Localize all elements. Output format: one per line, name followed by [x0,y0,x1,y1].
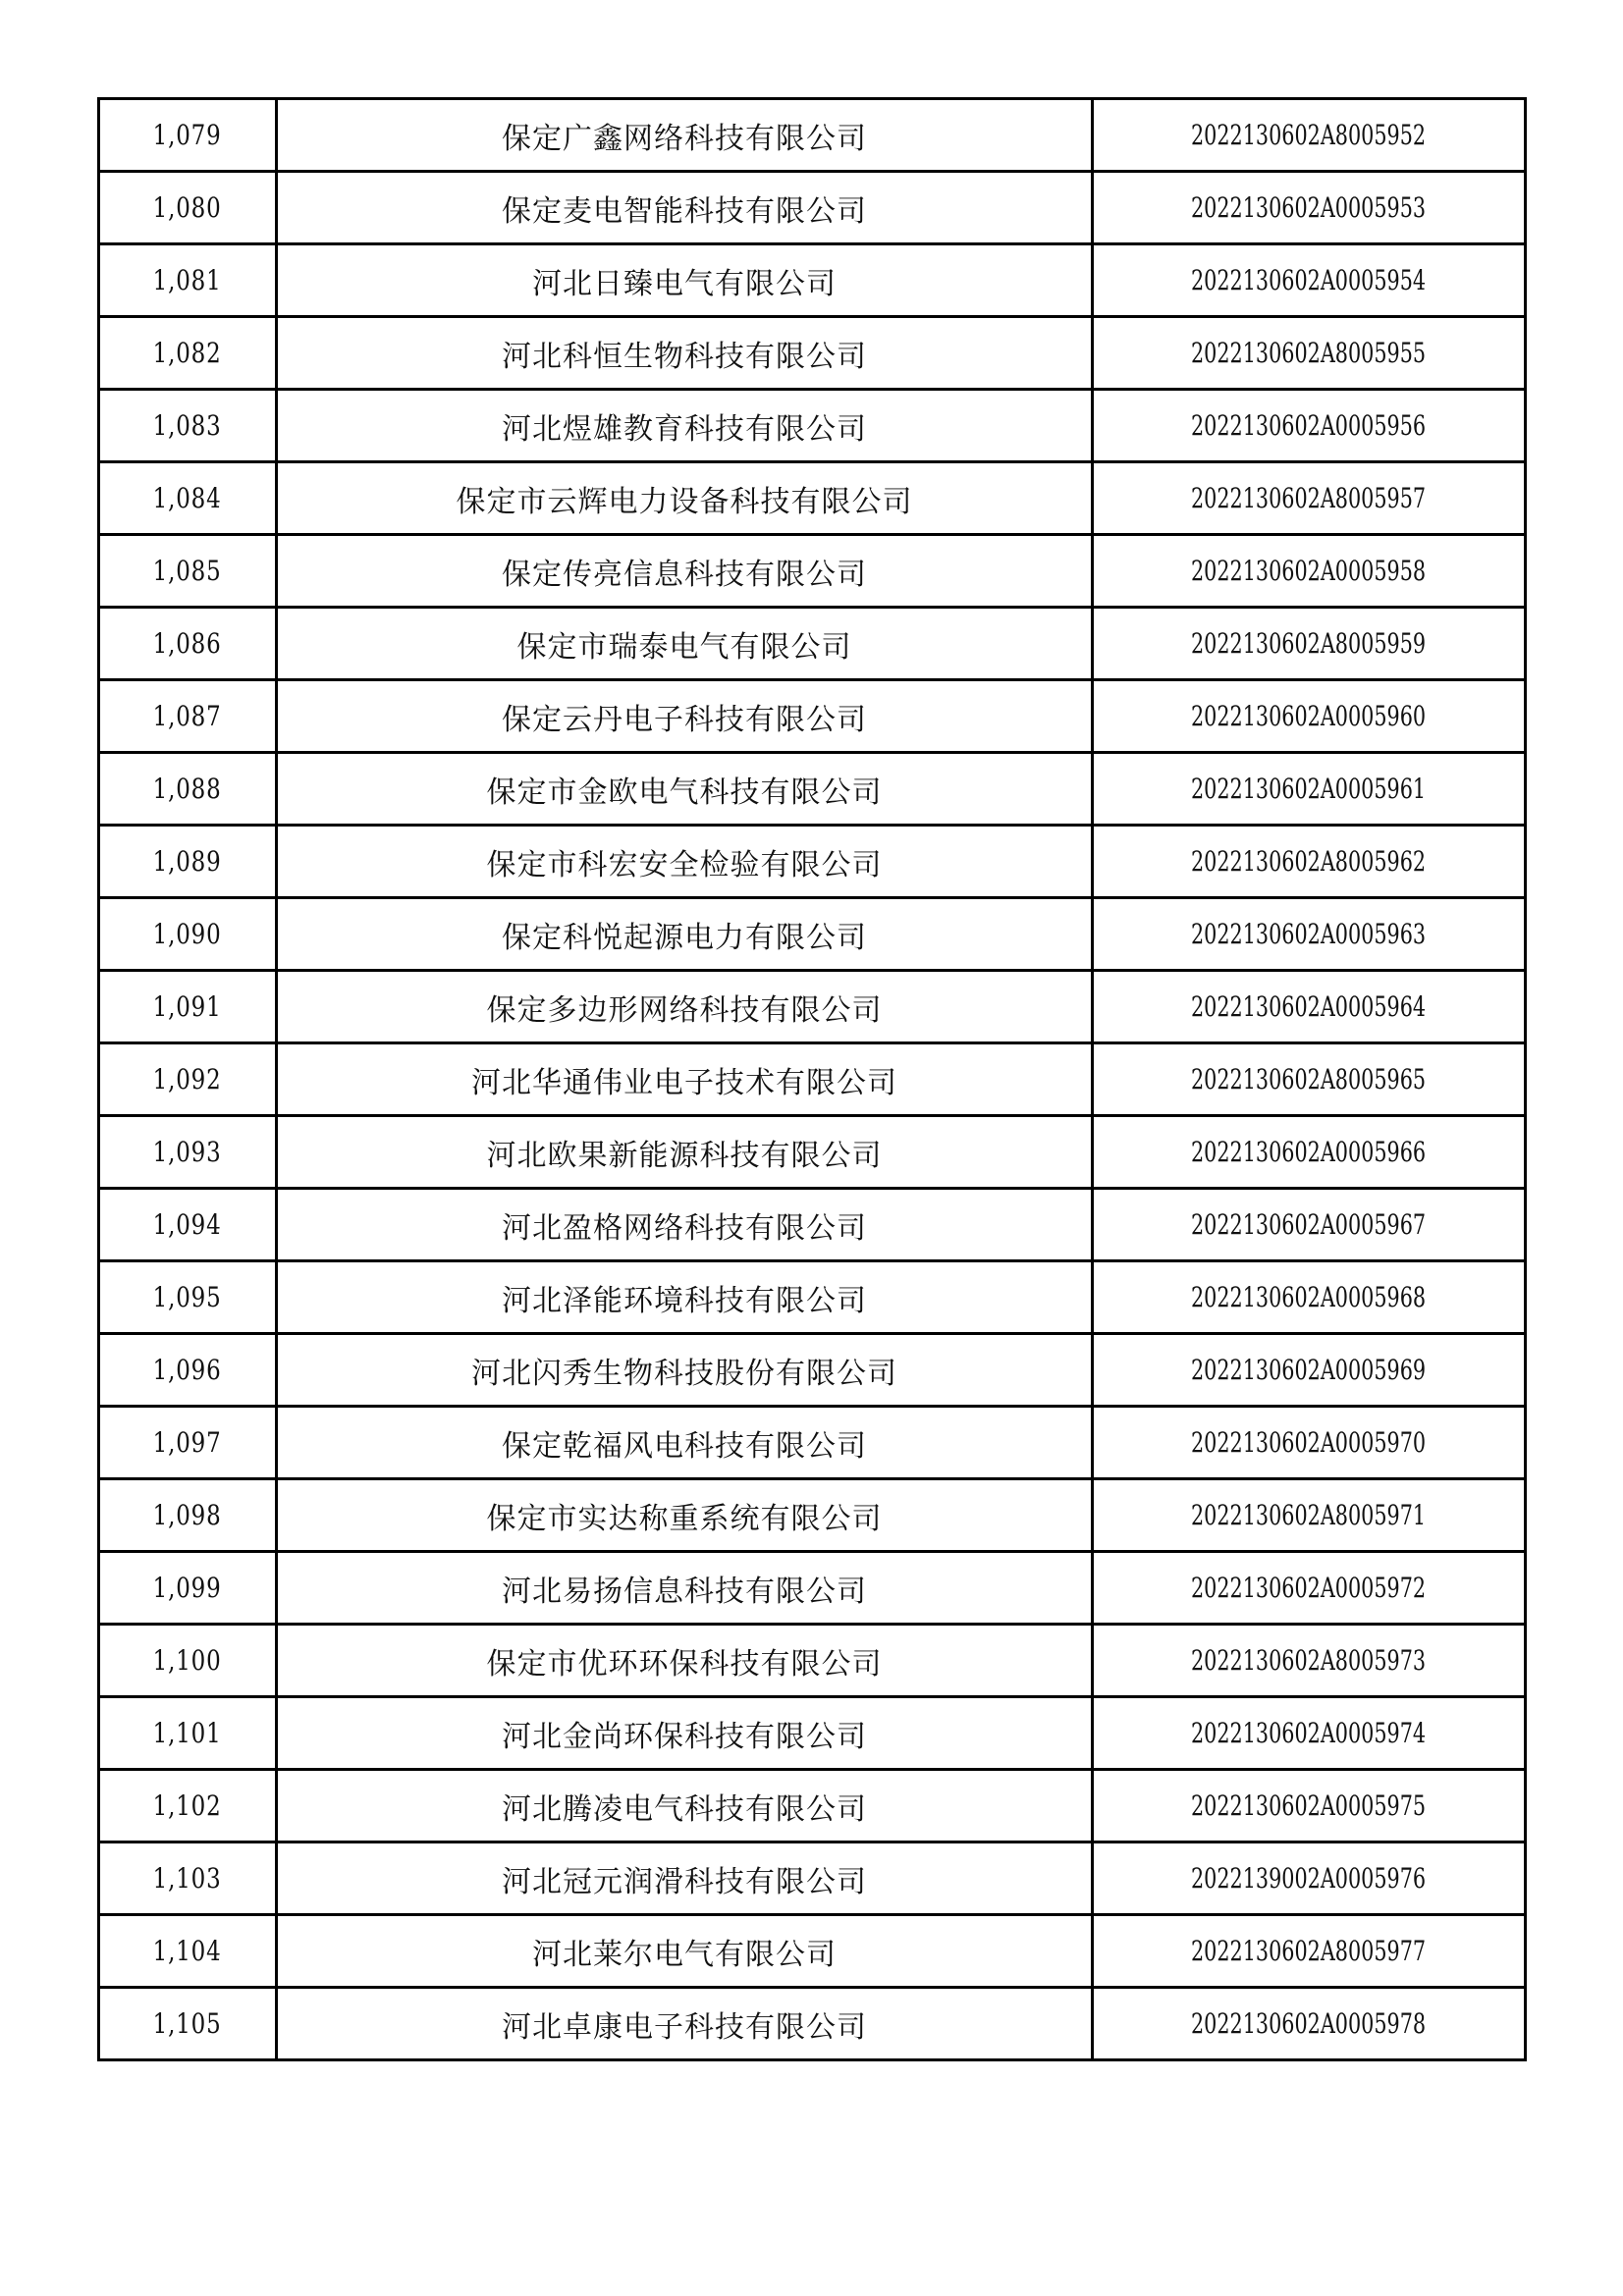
company-name: 河北闪秀生物科技股份有限公司 [471,1356,897,1391]
table-row [99,826,1526,898]
index-cell [99,535,277,608]
row-index: 1,088 [153,773,222,805]
company-cell [277,680,1093,753]
index-cell [99,244,277,317]
company-name: 河北欧果新能源科技有限公司 [486,1138,883,1173]
company-cell [277,1988,1093,2060]
code-cell [1093,1625,1526,1697]
row-index: 1,087 [153,700,222,732]
company-name: 保定麦电智能科技有限公司 [502,193,867,229]
company-name: 河北泽能环境科技有限公司 [502,1283,867,1318]
table-row [99,1915,1526,1988]
table-row [99,1697,1526,1770]
table-row [99,898,1526,971]
company-name: 保定市科宏安全检验有限公司 [486,847,883,882]
registration-code: 2022130602A0005974 [1191,1717,1427,1749]
code-cell [1093,1842,1526,1915]
code-cell [1093,1043,1526,1116]
index-cell [99,1697,277,1770]
company-name: 河北盈格网络科技有限公司 [502,1210,867,1246]
row-index: 1,100 [153,1644,222,1677]
company-cell [277,1189,1093,1261]
row-index: 1,102 [153,1789,222,1822]
table-row [99,1625,1526,1697]
code-cell [1093,1334,1526,1407]
index-cell [99,1116,277,1189]
row-index: 1,084 [153,482,222,514]
company-name: 河北腾凌电气科技有限公司 [502,1791,867,1827]
row-index: 1,094 [153,1208,222,1241]
table-row [99,1988,1526,2060]
index-cell [99,680,277,753]
row-index: 1,104 [153,1935,222,1967]
index-cell [99,462,277,535]
row-index: 1,079 [153,119,222,151]
index-cell [99,826,277,898]
registration-code: 2022130602A8005962 [1191,845,1427,878]
registration-code: 2022130602A0005966 [1191,1136,1427,1168]
code-cell [1093,390,1526,462]
registration-code: 2022130602A8005952 [1191,119,1427,151]
registration-code: 2022130602A8005973 [1191,1644,1427,1677]
index-cell [99,1261,277,1334]
code-cell [1093,244,1526,317]
table-row [99,1261,1526,1334]
registration-code: 2022130602A0005954 [1191,264,1427,296]
code-cell [1093,608,1526,680]
company-name: 保定市优环环保科技有限公司 [486,1646,883,1682]
company-name: 河北科恒生物科技有限公司 [502,339,867,374]
table-row [99,1407,1526,1479]
row-index: 1,099 [153,1572,222,1604]
table-row [99,608,1526,680]
company-cell [277,826,1093,898]
company-cell [277,1116,1093,1189]
index-cell [99,1479,277,1552]
table-row [99,1770,1526,1842]
company-cell [277,1043,1093,1116]
company-name: 河北冠元润滑科技有限公司 [502,1864,867,1899]
company-cell [277,1552,1093,1625]
row-index: 1,103 [153,1862,222,1895]
code-cell [1093,680,1526,753]
index-cell [99,99,277,172]
row-index: 1,096 [153,1354,222,1386]
index-cell [99,1407,277,1479]
company-cell [277,1479,1093,1552]
table-row [99,172,1526,244]
registration-code: 2022130602A0005964 [1191,990,1427,1023]
index-cell [99,1334,277,1407]
row-index: 1,101 [153,1717,222,1749]
table-row [99,390,1526,462]
table-row [99,535,1526,608]
registration-code: 2022130602A0005953 [1191,191,1427,224]
table-row [99,1116,1526,1189]
row-index: 1,095 [153,1281,222,1313]
code-cell [1093,1697,1526,1770]
company-name: 保定科悦起源电力有限公司 [502,920,867,955]
index-cell [99,317,277,390]
table-row [99,680,1526,753]
company-name: 河北金尚环保科技有限公司 [502,1719,867,1754]
table-row [99,1043,1526,1116]
company-name: 河北煜雄教育科技有限公司 [502,411,867,447]
index-cell [99,1915,277,1988]
index-cell [99,1988,277,2060]
row-index: 1,090 [153,918,222,950]
code-cell [1093,317,1526,390]
row-index: 1,097 [153,1426,222,1459]
row-index: 1,092 [153,1063,222,1095]
company-name: 保定市实达称重系统有限公司 [486,1501,883,1536]
index-cell [99,1770,277,1842]
company-cell [277,390,1093,462]
company-cell [277,99,1093,172]
row-index: 1,080 [153,191,222,224]
table-row [99,971,1526,1043]
company-name: 保定乾福风电科技有限公司 [502,1428,867,1464]
registration-code: 2022130602A8005971 [1191,1499,1427,1531]
table-row [99,317,1526,390]
company-cell [277,1770,1093,1842]
registration-code: 2022130602A0005970 [1191,1426,1427,1459]
registration-code: 2022130602A0005958 [1191,555,1427,587]
company-cell [277,1697,1093,1770]
table-row [99,1479,1526,1552]
company-name: 保定市金欧电气科技有限公司 [486,774,883,810]
code-cell [1093,753,1526,826]
registration-code: 2022130602A0005978 [1191,2007,1427,2040]
table-row [99,1189,1526,1261]
registration-code: 2022130602A8005955 [1191,337,1427,369]
code-cell [1093,462,1526,535]
code-cell [1093,172,1526,244]
company-cell [277,898,1093,971]
company-name: 保定市云辉电力设备科技有限公司 [456,484,913,519]
code-cell [1093,1116,1526,1189]
index-cell [99,1043,277,1116]
company-name: 河北日臻电气有限公司 [532,266,837,301]
registration-code: 2022130602A0005967 [1191,1208,1427,1241]
company-cell [277,1261,1093,1334]
code-cell [1093,898,1526,971]
company-name: 保定云丹电子科技有限公司 [502,702,867,737]
row-index: 1,105 [153,2007,222,2040]
registration-code: 2022139002A0005976 [1191,1862,1427,1895]
company-cell [277,1915,1093,1988]
company-name: 保定多边形网络科技有限公司 [486,992,883,1028]
row-index: 1,089 [153,845,222,878]
registration-code: 2022130602A8005965 [1191,1063,1427,1095]
table-row [99,1334,1526,1407]
code-cell [1093,1552,1526,1625]
registration-code: 2022130602A0005960 [1191,700,1427,732]
index-cell [99,753,277,826]
row-index: 1,081 [153,264,222,296]
row-index: 1,098 [153,1499,222,1531]
company-name: 河北易扬信息科技有限公司 [502,1574,867,1609]
company-cell [277,244,1093,317]
code-cell [1093,971,1526,1043]
company-cell [277,971,1093,1043]
registration-code: 2022130602A0005968 [1191,1281,1427,1313]
registration-code: 2022130602A0005975 [1191,1789,1427,1822]
code-cell [1093,99,1526,172]
company-cell [277,1407,1093,1479]
index-cell [99,898,277,971]
code-cell [1093,1189,1526,1261]
index-cell [99,1189,277,1261]
company-name: 保定市瑞泰电气有限公司 [516,629,852,665]
index-cell [99,608,277,680]
index-cell [99,1552,277,1625]
index-cell [99,172,277,244]
row-index: 1,091 [153,990,222,1023]
company-cell [277,317,1093,390]
row-index: 1,086 [153,627,222,660]
code-cell [1093,1988,1526,2060]
registration-code: 2022130602A0005972 [1191,1572,1427,1604]
index-cell [99,1842,277,1915]
code-cell [1093,1915,1526,1988]
code-cell [1093,826,1526,898]
row-index: 1,085 [153,555,222,587]
index-cell [99,971,277,1043]
company-cell [277,462,1093,535]
registration-code: 2022130602A0005963 [1191,918,1427,950]
company-name: 河北莱尔电气有限公司 [532,1937,837,1972]
row-index: 1,093 [153,1136,222,1168]
company-name: 保定传亮信息科技有限公司 [502,557,867,592]
table-row [99,244,1526,317]
row-index: 1,083 [153,409,222,442]
table-row [99,1842,1526,1915]
company-name: 河北华通伟业电子技术有限公司 [471,1065,897,1100]
index-cell [99,1625,277,1697]
registration-code: 2022130602A8005959 [1191,627,1427,660]
company-cell [277,1334,1093,1407]
registration-code: 2022130602A8005957 [1191,482,1427,514]
code-cell [1093,1479,1526,1552]
code-cell [1093,535,1526,608]
company-cell [277,608,1093,680]
company-cell [277,1842,1093,1915]
company-name: 河北卓康电子科技有限公司 [502,2009,867,2045]
table-row [99,99,1526,172]
registration-code: 2022130602A0005969 [1191,1354,1427,1386]
registration-code: 2022130602A0005961 [1191,773,1427,805]
company-registry-table [97,97,1527,2061]
company-cell [277,1625,1093,1697]
company-cell [277,172,1093,244]
code-cell [1093,1261,1526,1334]
row-index: 1,082 [153,337,222,369]
company-cell [277,535,1093,608]
table-row [99,462,1526,535]
code-cell [1093,1770,1526,1842]
company-name: 保定广鑫网络科技有限公司 [502,121,867,156]
index-cell [99,390,277,462]
company-cell [277,753,1093,826]
registration-code: 2022130602A0005956 [1191,409,1427,442]
registration-code: 2022130602A8005977 [1191,1935,1427,1967]
code-cell [1093,1407,1526,1479]
table-row [99,753,1526,826]
table-row [99,1552,1526,1625]
